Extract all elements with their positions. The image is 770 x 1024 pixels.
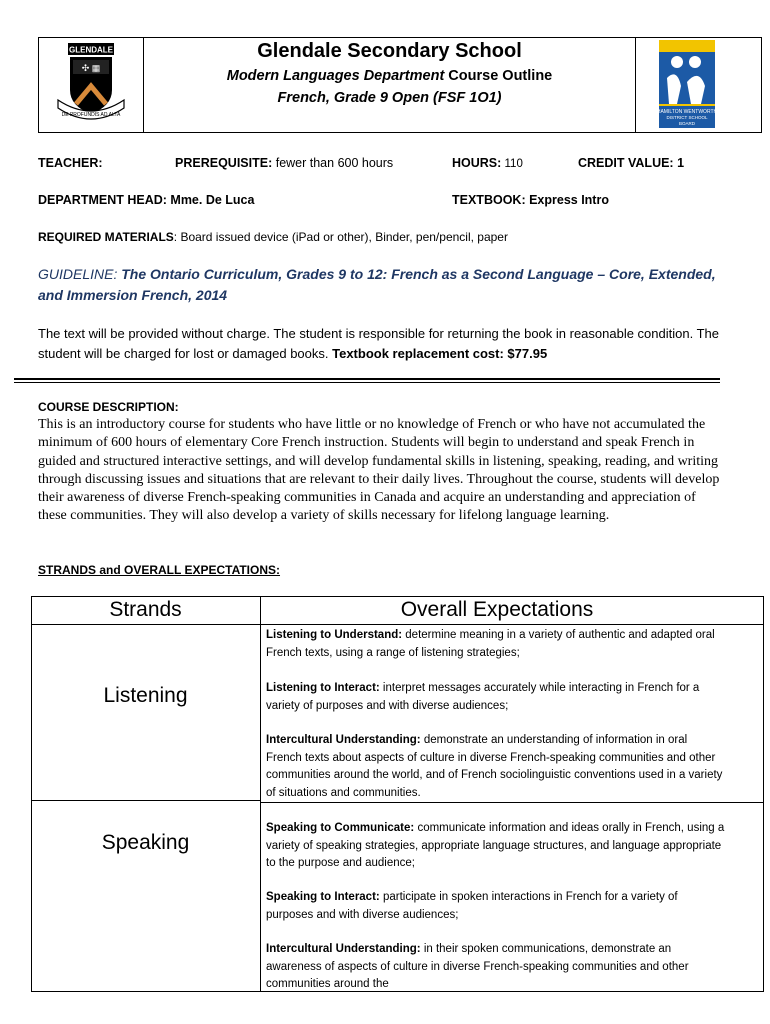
expectation-text: interpret messages accurately while interacting in French for a variety of purposes and with diverse audiences; <box>266 682 700 712</box>
textbook: TEXTBOOK: Express Intro <box>452 193 609 207</box>
header-divider <box>635 37 636 133</box>
expectation-text: demonstrate an understanding of information in oral French texts about aspects of culture in diverse French-speaking communities and other communities around the world, and of French sociolinguistic conventions used in a variety of situations and communities. <box>266 734 723 799</box>
textbook-note <box>38 324 738 364</box>
expectation-title: Listening to Understand: <box>266 629 403 641</box>
guideline-prefix: GUIDELINE: <box>38 266 122 282</box>
svg-text:✣ ▦: ✣ ▦ <box>81 63 101 73</box>
crest-name-text: GLENDALE <box>69 45 113 55</box>
expectation-title: Speaking to Interact: <box>266 891 380 903</box>
expectation-item <box>266 732 726 802</box>
expectation-item <box>266 941 726 994</box>
required-materials <box>38 230 508 244</box>
strands-heading: STRANDS and OVERALL EXPECTATIONS: <box>38 563 281 577</box>
expectation-item <box>266 680 726 715</box>
column-header-strands: Strands <box>109 598 182 621</box>
expectation-text: determine meaning in a variety of authentic and adapted oral French texts, using a range of listening strategies; <box>266 629 715 659</box>
table-column-divider <box>260 596 261 992</box>
course-description-label: COURSE DESCRIPTION: <box>38 400 179 414</box>
crest-motto-text: DE PROFUNDIS AD ALTA <box>61 112 121 118</box>
hours-label: HOURS: <box>452 156 502 170</box>
column-header-expectations: Overall Expectations <box>400 598 594 621</box>
expectation-title: Intercultural Understanding: <box>266 943 421 955</box>
hours-field <box>452 156 523 170</box>
department-line <box>144 68 635 84</box>
textbook-cost: Textbook replacement cost: $77.95 <box>332 346 548 361</box>
expectation-item <box>266 820 726 873</box>
department-name: Modern Languages Department <box>226 68 445 84</box>
board-logo <box>651 38 721 130</box>
course-title: French, Grade 9 Open (FSF 1O1) <box>277 90 502 106</box>
prerequisite-label: PREREQUISITE: <box>175 156 273 170</box>
expectation-title: Speaking to Communicate: <box>266 822 415 834</box>
expectation-text: participate in spoken interactions in French for a variety of purposes and with diverse audiences; <box>266 891 678 921</box>
guideline-title: The Ontario Curriculum, Grades 9 to 12: French as a Second Language – Core, Extended, and Immersion French, 2014 <box>38 266 716 303</box>
table-row-divider <box>31 800 261 801</box>
expectation-text: communicate information and ideas orally in French, using a variety of speaking strategies, appropriate language structures, and language appropriate to the purpose and audience; <box>266 822 725 869</box>
expectation-title: Intercultural Understanding: <box>266 734 421 746</box>
expectation-title: Listening to Interact: <box>266 682 380 694</box>
section-divider <box>14 378 720 380</box>
expectation-item <box>266 889 726 924</box>
prerequisite-field <box>175 156 393 170</box>
hours-value: 110 <box>501 158 523 170</box>
board-logo-text: HAMILTON WENTWORTH <box>656 109 718 115</box>
course-description-text: This is an introductory course for students who have little or no knowledge of French or who have not accumulated the minimum of 600 hours of elementary Core French instruction. Students will begin to understand and speak French in guided and structured interactive settings, and will develop fundamental skills in listening, speaking, reading, and writing through discussing issues and situations that are relevant to their daily lives. Throughout the course, students will develop their awareness of diverse French-speaking communities in Canada and acquire an understanding and appreciation of these communities. They will also develop a variety of skills necessary for lifelong language learning. <box>38 417 720 524</box>
strand-speaking: Speaking <box>101 831 190 854</box>
credit-value: CREDIT VALUE: 1 <box>578 156 685 170</box>
teacher-label: TEACHER: <box>38 156 103 170</box>
guideline <box>38 264 738 306</box>
school-name: Glendale Secondary School <box>257 40 522 62</box>
required-materials-label: REQUIRED MATERIALS <box>38 230 174 244</box>
strand-listening: Listening <box>103 684 188 707</box>
required-materials-value: : Board issued device (iPad or other), Binder, pen/pencil, paper <box>173 230 508 244</box>
board-logo-text: BOARD <box>678 121 696 126</box>
school-crest-logo <box>52 40 130 128</box>
expectation-text: in their spoken communications, demonstrate an awareness of aspects of culture in diverse French-speaking communities and other communities around the <box>266 943 689 990</box>
section-divider <box>14 382 720 383</box>
course-outline-label: Course Outline <box>444 68 553 84</box>
prerequisite-value: fewer than 600 hours <box>272 156 394 170</box>
table-header-divider <box>31 624 764 625</box>
expectation-item <box>266 627 726 662</box>
department-head: DEPARTMENT HEAD: Mme. De Luca <box>38 193 255 207</box>
table-row-divider <box>261 802 764 803</box>
board-logo-text: DISTRICT SCHOOL <box>666 115 708 120</box>
textbook-note-text: The text will be provided without charge. The student is responsible for returning the book in reasonable condition. The student will be charged for lost or damaged books. <box>38 326 719 361</box>
